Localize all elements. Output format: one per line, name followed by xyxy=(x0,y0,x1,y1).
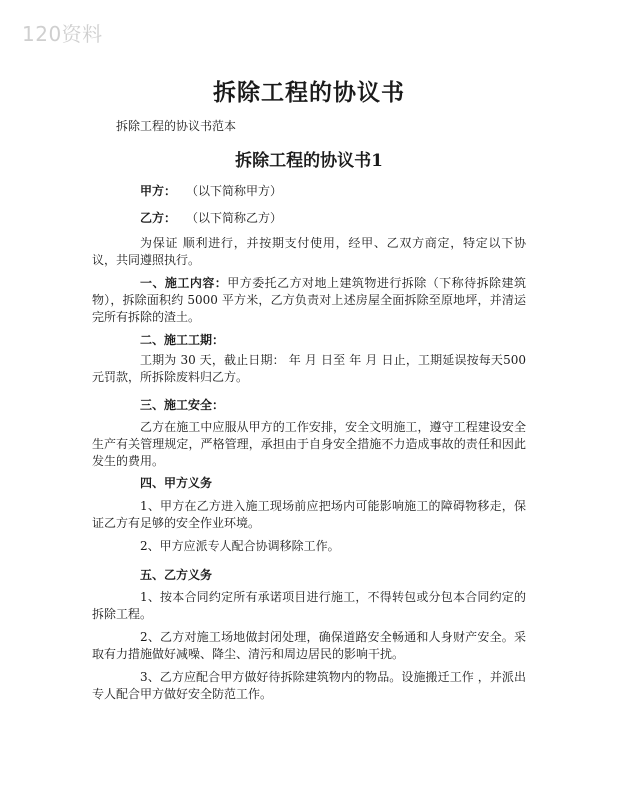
party-b-label: 乙方： xyxy=(140,211,177,225)
clause-4-item-2: 2、甲方应派专人配合协调移除工作。 xyxy=(140,539,340,553)
clause-5-item-2: 2、乙方对施工场地做封闭处理，确保道路安全畅通和人身财产安全。采取有力措施做好减噪、降尘、清污和周边居民的影响干扰。 xyxy=(92,630,526,661)
section-title: 拆除工程的协议书1 xyxy=(235,151,383,171)
clause-4-item-1: 1、甲方在乙方进入施工现场前应把场内可能影响施工的障碍物移走，保证乙方有足够的安全作业环境。 xyxy=(92,499,526,530)
document-main-title: 拆除工程的协议书 xyxy=(213,79,405,106)
party-a-label: 甲方： xyxy=(140,184,177,198)
clause-5-item-3: 3、乙方应配合甲方做好待拆除建筑物内的物品。设施搬迁工作 ，并派出专人配合甲方做好安全防范工作。 xyxy=(92,670,526,701)
clause-2-text: 工期为 30 天，截止日期： 年 月 日至 年 月 日止，工期延误按每天500 元罚款，所拆除废料归乙方。 xyxy=(92,353,526,384)
template-label: 拆除工程的协议书范本 xyxy=(116,119,237,133)
party-a-note: （以下简称甲方） xyxy=(192,184,283,198)
clause-5-item-1: 1、按本合同约定所有承诺项目进行施工，不得转包或分包本合同约定的拆除工程。 xyxy=(92,590,526,621)
party-b-note: （以下简称乙方） xyxy=(192,211,283,225)
clause-3-text: 乙方在施工中应服从甲方的工作安排，安全文明施工，遵守工程建设安全生产有关管理规定，严格管理，承担由于自身安全措施不力造成事故的责任和因此发生的费用。 xyxy=(92,420,526,468)
watermark-text: 120资料 xyxy=(22,22,103,46)
clause-1-text: 甲方委托乙方对地上建筑物进行拆除（下称待拆除建筑物），拆除面积约 5000 平方米，乙方负责对上述房屋全面拆除至原地坪，并清运完所有拆除的渣土。 xyxy=(92,276,526,324)
clause-4-heading: 四、甲方义务 xyxy=(140,476,213,490)
preamble-paragraph: 为保证 顺利进行，并按期支付使用，经甲、乙双方商定，特定以下协议，共同遵照执行。 xyxy=(92,236,526,267)
clause-2-heading: 二、施工工期： xyxy=(140,333,225,347)
clause-3-heading: 三、施工安全： xyxy=(140,398,225,412)
clause-1-heading: 一、施工内容： xyxy=(140,276,228,290)
party-a-line xyxy=(140,182,282,199)
clause-1-paragraph xyxy=(92,275,526,326)
clause-5-heading: 五、乙方义务 xyxy=(140,568,213,582)
party-b-line xyxy=(140,209,282,226)
